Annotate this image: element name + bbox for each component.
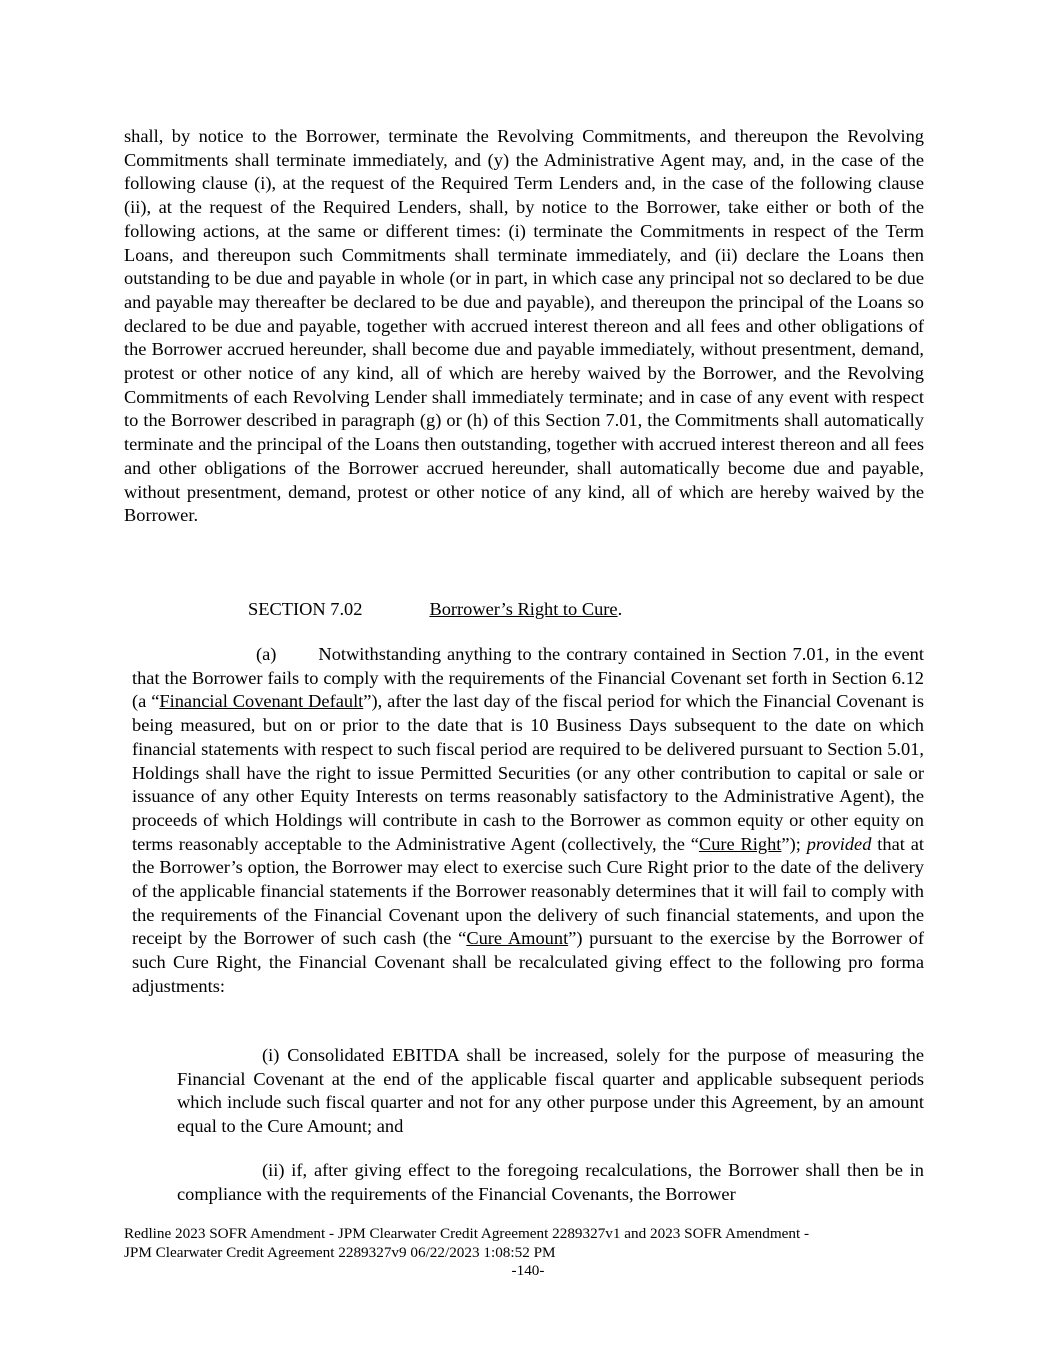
defined-term-cure-amount: Cure Amount [466,928,569,949]
clause-i-paragraph: (i) Consolidated EBITDA shall be increased, solely for the purpose of measuring the Financial Covenant at the end of the applicable fiscal quarter and applicable subsequent periods which include such fiscal quarter and not for any other purpose under this Agreement, by an amount equal to the Cure Amount; and [177,1045,924,1137]
provided-italic: provided [806,833,872,854]
paragraph-text: that at the Borrower’s option, the Borrower may elect to exercise such Cure Right prior to the date of the delivery of the applicable financial statements if the Borrower reasonably determines that it will fail to comply with the requirements of the Financial Covenant upon the delivery of such financial statements, and upon the receipt by the Borrower of such cash (the “ [132,833,925,949]
page-footer [124,1225,924,1281]
section-heading [248,598,622,622]
footer-line-2: JPM Clearwater Credit Agreement 2289327v9 06/22/2023 1:08:52 PM [124,1243,556,1261]
defined-term-financial-covenant-default: Financial Covenant Default [159,691,364,712]
body-paragraph-cure-right [132,643,924,999]
paragraph-text: Notwithstanding anything to the contrary contained in Section 7.01, in the event that the Borrower fails to comply with the requirements of the Financial Covenant set forth in Section 6.12 (a “ [132,644,924,712]
clause-ii-paragraph: (ii) if, after giving effect to the foregoing recalculations, the Borrower shall then be in compliance with the requirements of the Financial Covenants, the Borrower [177,1160,924,1204]
clause-marker-a: (a) [256,644,277,664]
paragraph-text: ”) pursuant to the exercise by the Borrower of such Cure Right, the Financial Covenant shall be recalculated giving effect to the following pro forma adjustments: [132,928,924,996]
section-number: SECTION 7.02 [248,599,363,619]
defined-term-cure-right: Cure Right [698,833,782,854]
paragraph-text: ”), after the last day of the fiscal period for which the Financial Covenant is being measured, but on or prior to the date that is 10 Business Days subsequent to the date on which financial statements with respect to such fiscal period are required to be delivered pursuant to Section 5.01, Holdings shall have the right to issue Permitted Securities (or any other contribution to capital or sale or issuance of any other Equity Interests on terms reasonably satisfactory to the Administrative Agent), the proceeds of which Holdings will contribute in cash to the Borrower as common equity or other equity on terms reasonably acceptable to the Administrative Agent (collectively, the “ [132,691,924,854]
section-title-period: . [617,599,623,619]
footer-line-1: Redline 2023 SOFR Amendment - JPM Clearwater Credit Agreement 2289327v1 and 2023 SOFR Amendment - [124,1225,810,1242]
page-number: -140- [511,1262,545,1280]
paragraph-text: ”); [781,833,807,854]
section-title: Borrower’s Right to Cure [429,599,618,619]
body-paragraph-remedies: shall, by notice to the Borrower, terminate the Revolving Commitments, and thereupon the Revolving Commitments shall terminate immediately, and (y) the Administrative Agent may, and, in the case of the following clause (i), at the request of the Required Term Lenders and, in the case of the following clause (ii), at the request of the Required Lenders, shall, by notice to the Borrower, take either or both of the following actions, at the same or different times: (i) terminate the Commitments in respect of the Term Loans, and thereupon such Commitments shall terminate immediately, and (ii) declare the Loans then outstanding to be due and payable in whole (or in part, in which case any principal not so declared to be due and payable may thereafter be declared to be due and payable), and thereupon the principal of the Loans so declared to be due and payable, together with accrued interest thereon and all fees and other obligations of the Borrower accrued hereunder, shall become due and payable immediately, without presentment, demand, protest or other notice of any kind, all of which are hereby waived by the Borrower, and the Revolving Commitments of each Revolving Lender shall immediately terminate; and in case of any event with respect to the Borrower described in paragraph (g) or (h) of this Section 7.01, the Commitments shall automatically terminate and the principal of the Loans then outstanding, together with accrued interest thereon and all fees and other obligations of the Borrower accrued hereunder, shall automatically become due and payable, without presentment, demand, protest or other notice of any kind, all of which are hereby waived by the Borrower. [124,126,924,526]
